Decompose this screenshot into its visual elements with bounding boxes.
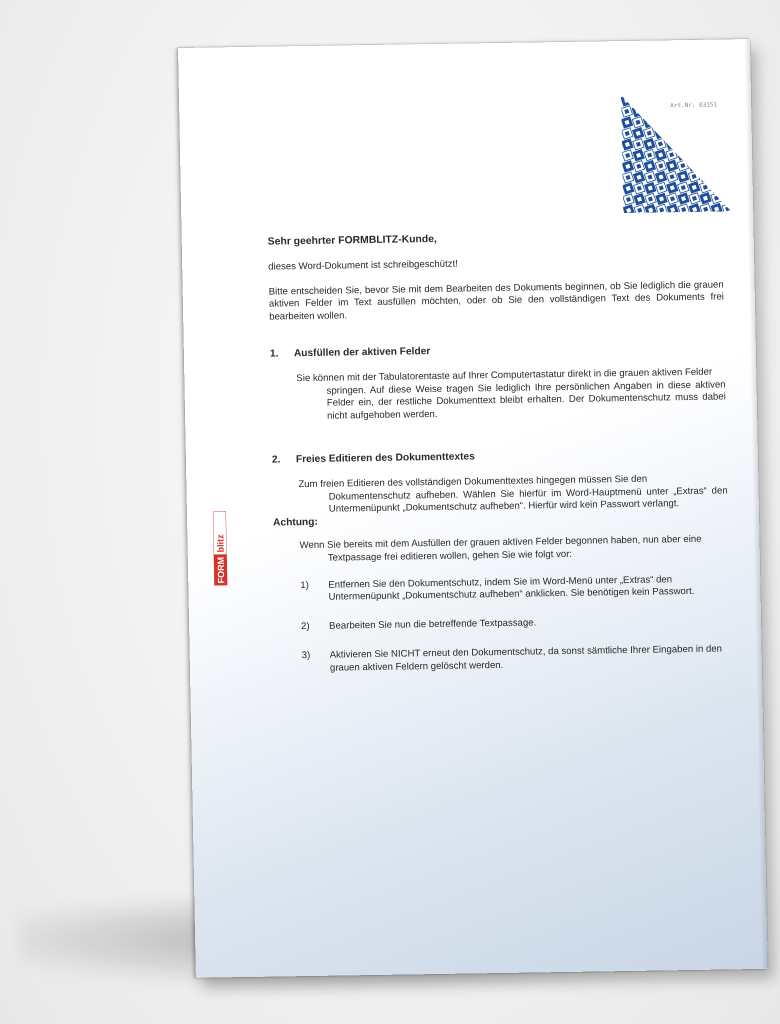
pattern-tile: [733, 181, 734, 192]
pattern-tile: [687, 105, 698, 116]
pattern-mark: [668, 119, 673, 124]
list-item: [301, 615, 730, 635]
pattern-mark: [724, 140, 729, 145]
pattern-tile: [676, 116, 687, 127]
pattern-mark: [657, 119, 662, 124]
pattern-tile: [720, 115, 731, 126]
pattern-tile: [698, 105, 709, 116]
pattern-tile: [643, 116, 654, 127]
pattern-mark: [668, 108, 673, 113]
pattern-tile: [720, 93, 731, 104]
pattern-mark: [724, 129, 729, 134]
pattern-mark: [713, 141, 718, 146]
pattern-mark: [712, 97, 717, 102]
pattern-mark: [714, 174, 719, 179]
pattern-mark: [690, 108, 695, 113]
pattern-tile: [721, 148, 732, 159]
pattern-tile: [699, 149, 710, 160]
pattern-mark: [701, 108, 706, 113]
pattern-tile: [688, 149, 699, 160]
pattern-tile: [688, 138, 699, 149]
pattern-tile: [621, 95, 632, 106]
pattern-mark: [680, 141, 685, 146]
pattern-mark: [723, 96, 728, 101]
pattern-mark: [635, 98, 640, 103]
section-1-number: 1.: [269, 348, 279, 360]
pattern-tile: [709, 115, 720, 126]
pattern-tile: [732, 170, 733, 181]
pattern-mark: [690, 97, 695, 102]
pattern-mark: [691, 163, 696, 168]
pattern-tile: [709, 104, 720, 115]
pattern-mark: [712, 119, 717, 124]
pattern-mark: [690, 119, 695, 124]
achtung-rest: Textpassage frei editieren wollen, gehen Sie wie folgt vor:: [327, 548, 573, 564]
achtung-text: [299, 533, 728, 565]
section-1-first-line: Sie können mit der Tabulatorentaste auf Ihrer Computertastatur direkt in die grauen aktiven Felder: [296, 366, 713, 384]
pattern-tile: [732, 137, 734, 148]
pattern-mark: [679, 97, 684, 102]
pattern-mark: [691, 130, 696, 135]
pattern-tile: [732, 159, 733, 170]
pattern-mark: [725, 184, 730, 189]
section-1-title: Ausfüllen der aktiven Felder: [293, 346, 431, 360]
pattern-mark: [713, 130, 718, 135]
section-1-rest: springen. Auf diese Weise tragen Sie lediglich Ihre persönlichen Angaben in diese aktiven Felder ein, der restliche Dokumenttext bleibt erhalten. Der Dokumentenschutz muss dabei nicht aufgehoben werden.: [326, 379, 726, 422]
pattern-mark: [679, 108, 684, 113]
pattern-tile: [654, 94, 665, 105]
pattern-tile: [688, 160, 699, 171]
pattern-mark: [713, 152, 718, 157]
list-item-number: 1): [300, 579, 309, 591]
pattern-mark: [725, 195, 730, 200]
pattern-tile: [731, 126, 733, 137]
pattern-tile: [709, 126, 720, 137]
section-2-rest: Dokumentenschutz aufheben. Wählen Sie hierfür im Word-Hauptmenü unter „Extras“ den Untermenüpunkt „Dokumentschutz aufheben“. Hierfür wird kein Passwort verlangt.: [328, 484, 728, 516]
pattern-tile: [731, 104, 733, 115]
pattern-tile: [666, 138, 677, 149]
pattern-tile: [654, 105, 665, 116]
pattern-tile: [731, 115, 733, 126]
pattern-mark: [724, 151, 729, 156]
pattern-tile: [687, 127, 698, 138]
pattern-tile: [643, 94, 654, 105]
pattern-tile: [687, 116, 698, 127]
pattern-mark: [702, 130, 707, 135]
list-item-text: Entfernen Sie den Dokumentschutz, indem Sie im Word-Menü unter „Extras“ den Untermenüpunkt „Dokumentschutz aufheben“ anklicken. Sie benötigen kein Passwort.: [328, 573, 695, 604]
pattern-mark: [723, 107, 728, 112]
list-item: [300, 573, 729, 605]
section-2-heading: [272, 447, 727, 467]
pattern-tile: [720, 104, 731, 115]
list-item-text: Bearbeiten Sie nun die betreffende Textpassage.: [329, 617, 537, 632]
pattern-mark: [680, 152, 685, 157]
pattern-tile: [732, 148, 733, 159]
pattern-tile: [698, 127, 709, 138]
pattern-mark: [724, 162, 729, 167]
pattern-mark: [668, 97, 673, 102]
pattern-tile: [699, 171, 710, 182]
pattern-mark: [702, 152, 707, 157]
pattern-mark: [680, 130, 685, 135]
pattern-mark: [712, 108, 717, 113]
section-1-text: [296, 366, 726, 424]
section-2-first-line: Zum freien Editieren des vollständigen Dokumenttextes hingegen müssen Sie den: [298, 473, 648, 490]
pattern-tile: [722, 192, 733, 203]
pattern-tile: [665, 116, 676, 127]
letter-body: [268, 229, 731, 676]
pattern-tile: [698, 116, 709, 127]
pattern-mark: [725, 173, 730, 178]
pattern-tile: [654, 116, 665, 127]
pattern-tile: [699, 138, 710, 149]
formblitz-side-logo-icon: [213, 511, 227, 585]
pattern-mark: [723, 118, 728, 123]
section-2-number: 2.: [271, 454, 281, 466]
pattern-tile: [722, 181, 733, 192]
list-item-text: Aktivieren Sie NICHT erneut den Dokumentschutz, da sonst sämtliche Ihrer Eingaben in den grauen aktiven Feldern gelöscht werden.: [329, 643, 723, 674]
achtung-title: Achtung:: [273, 517, 318, 529]
pattern-mark: [702, 141, 707, 146]
svg-text:FORM: FORM: [215, 556, 227, 584]
pattern-tile: [654, 127, 665, 138]
pattern-mark: [679, 119, 684, 124]
section-2-text: [298, 472, 728, 517]
pattern-mark: [646, 98, 651, 103]
pattern-tile: [632, 106, 643, 117]
pattern-tile: [710, 159, 721, 170]
pattern-mark: [701, 119, 706, 124]
pattern-tile: [676, 94, 687, 105]
pattern-tile: [643, 105, 654, 116]
pattern-tile: [677, 138, 688, 149]
pattern-tile: [676, 105, 687, 116]
list-item: [302, 643, 731, 675]
pattern-tile: [665, 105, 676, 116]
pattern-tile: [710, 137, 721, 148]
article-number: Art.Nr. 03151: [670, 101, 718, 110]
pattern-tile: [720, 126, 731, 137]
pattern-tile: [632, 95, 643, 106]
pattern-tile: [731, 93, 733, 104]
document-page: [178, 39, 768, 978]
list-item-number: 2): [301, 621, 310, 633]
pattern-tile: [710, 148, 721, 159]
pattern-mark: [657, 108, 662, 113]
intro-text: dieses Word-Dokument ist schreibgeschützt!: [268, 258, 458, 273]
section-2-title: Freies Editieren des Dokumenttextes: [295, 451, 475, 466]
pattern-tile: [676, 127, 687, 138]
pattern-tile: [665, 94, 676, 105]
pattern-tile: [710, 170, 721, 181]
pattern-tile: [721, 170, 732, 181]
pattern-tile: [698, 94, 709, 105]
pattern-mark: [646, 109, 651, 114]
pattern-tile: [711, 181, 722, 192]
pattern-tile: [687, 94, 698, 105]
svg-text:blitz: blitz: [215, 534, 226, 553]
pattern-mark: [657, 97, 662, 102]
list-item-number: 3): [301, 649, 311, 662]
pattern-tile: [665, 127, 676, 138]
decision-text: Bitte entscheiden Sie, bevor Sie mit dem Bearbeiten des Dokuments beginnen, ob Sie lediglich die grauen aktiven Felder im Text ausfüllen möchten, oder ob Sie den vollständigen Text des Dokuments frei bearbeiten wollen.: [268, 279, 724, 323]
pattern-tile: [677, 149, 688, 160]
pattern-mark: [691, 152, 696, 157]
pattern-mark: [691, 141, 696, 146]
section-1-heading: [270, 341, 725, 361]
pattern-mark: [702, 163, 707, 168]
achtung-first-line: Wenn Sie bereits mit dem Ausfüllen der grauen aktiven Felder begonnen haben, nun aber eine: [299, 533, 702, 552]
pattern-mark: [713, 163, 718, 168]
pattern-mark: [669, 130, 674, 135]
pattern-mark: [701, 97, 706, 102]
pattern-tile: [709, 93, 720, 104]
salutation: Sehr geehrter FORMBLITZ-Kunde,: [267, 233, 437, 248]
pattern-mark: [703, 174, 708, 179]
pattern-tile: [721, 159, 732, 170]
formblitz-pattern-logo-icon: [621, 93, 733, 213]
pattern-tile: [721, 137, 732, 148]
pattern-tile: [699, 160, 710, 171]
pattern-mark: [669, 141, 674, 146]
pattern-mark: [714, 185, 719, 190]
